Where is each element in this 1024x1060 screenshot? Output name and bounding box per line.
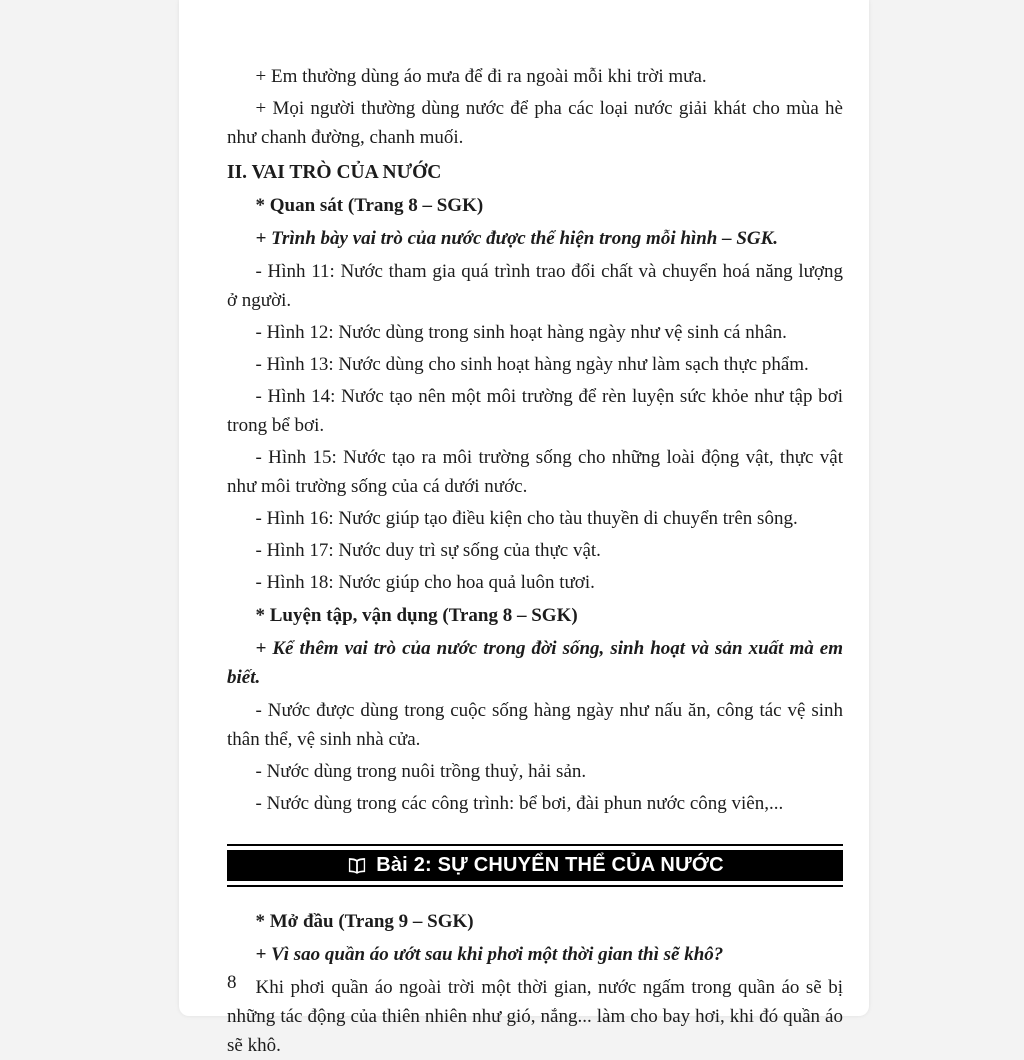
list-item: - Hình 13: Nước dùng cho sinh hoạt hàng ngày như làm sạch thực phẩm. <box>255 354 809 375</box>
subheading: * Quan sát (Trang 8 – SGK) <box>255 195 484 216</box>
list-item: - Hình 16: Nước giúp tạo điều kiện cho tàu thuyền di chuyển trên sông. <box>255 508 798 529</box>
page-content <box>227 62 843 1060</box>
open-book-icon <box>346 857 368 875</box>
list-item: - Nước dùng trong các công trình: bể bơi, đài phun nước công viên,... <box>255 793 784 814</box>
list-item: - Hình 15: Nước tạo ra môi trường sống cho những loài động vật, thực vật như môi trường sống của cá dưới nước. <box>227 447 843 497</box>
paragraph: + Mọi người thường dùng nước để pha các loại nước giải khát cho mùa hè như chanh đường, chanh muối. <box>227 98 843 148</box>
list-item: - Hình 11: Nước tham gia quá trình trao đổi chất và chuyển hoá năng lượng ở người. <box>227 261 843 311</box>
list-item: - Hình 18: Nước giúp cho hoa quả luôn tươi. <box>255 572 595 593</box>
question: + Kể thêm vai trò của nước trong đời sống, sinh hoạt và sản xuất mà em biết. <box>227 638 843 688</box>
list-item: - Hình 17: Nước duy trì sự sống của thực vật. <box>255 540 601 561</box>
page-number: 8 <box>227 972 237 993</box>
list-item: - Nước dùng trong nuôi trồng thuỷ, hải sản. <box>255 761 587 782</box>
chapter-title: Bài 2: SỰ CHUYỂN THỂ CỦA NƯỚC <box>376 854 724 876</box>
list-item: - Nước được dùng trong cuộc sống hàng ngày như nấu ăn, công tác vệ sinh thân thể, vệ sinh nhà cửa. <box>227 700 843 750</box>
question: + Vì sao quần áo ướt sau khi phơi một thời gian thì sẽ khô? <box>255 944 724 965</box>
book-page <box>179 0 869 1056</box>
paragraph: + Em thường dùng áo mưa để đi ra ngoài mỗi khi trời mưa. <box>255 66 707 87</box>
subheading: * Mở đầu (Trang 9 – SGK) <box>255 911 474 932</box>
section-heading: II. VAI TRÒ CỦA NƯỚC <box>227 162 442 183</box>
question: + Trình bày vai trò của nước được thể hiện trong mỗi hình – SGK. <box>255 228 779 249</box>
list-item: - Hình 12: Nước dùng trong sinh hoạt hàng ngày như vệ sinh cá nhân. <box>255 322 787 343</box>
list-item: - Hình 14: Nước tạo nên một môi trường để rèn luyện sức khỏe như tập bơi trong bể bơi. <box>227 386 843 436</box>
chapter-banner <box>227 844 843 887</box>
paragraph: Khi phơi quần áo ngoài trời một thời gian, nước ngấm trong quần áo sẽ bị những tác động của thiên nhiên như gió, nắng... làm cho bay hơi, khi đó quần áo sẽ khô. <box>227 977 843 1056</box>
chapter-banner-bar <box>227 850 843 881</box>
subheading: * Luyện tập, vận dụng (Trang 8 – SGK) <box>255 605 578 626</box>
